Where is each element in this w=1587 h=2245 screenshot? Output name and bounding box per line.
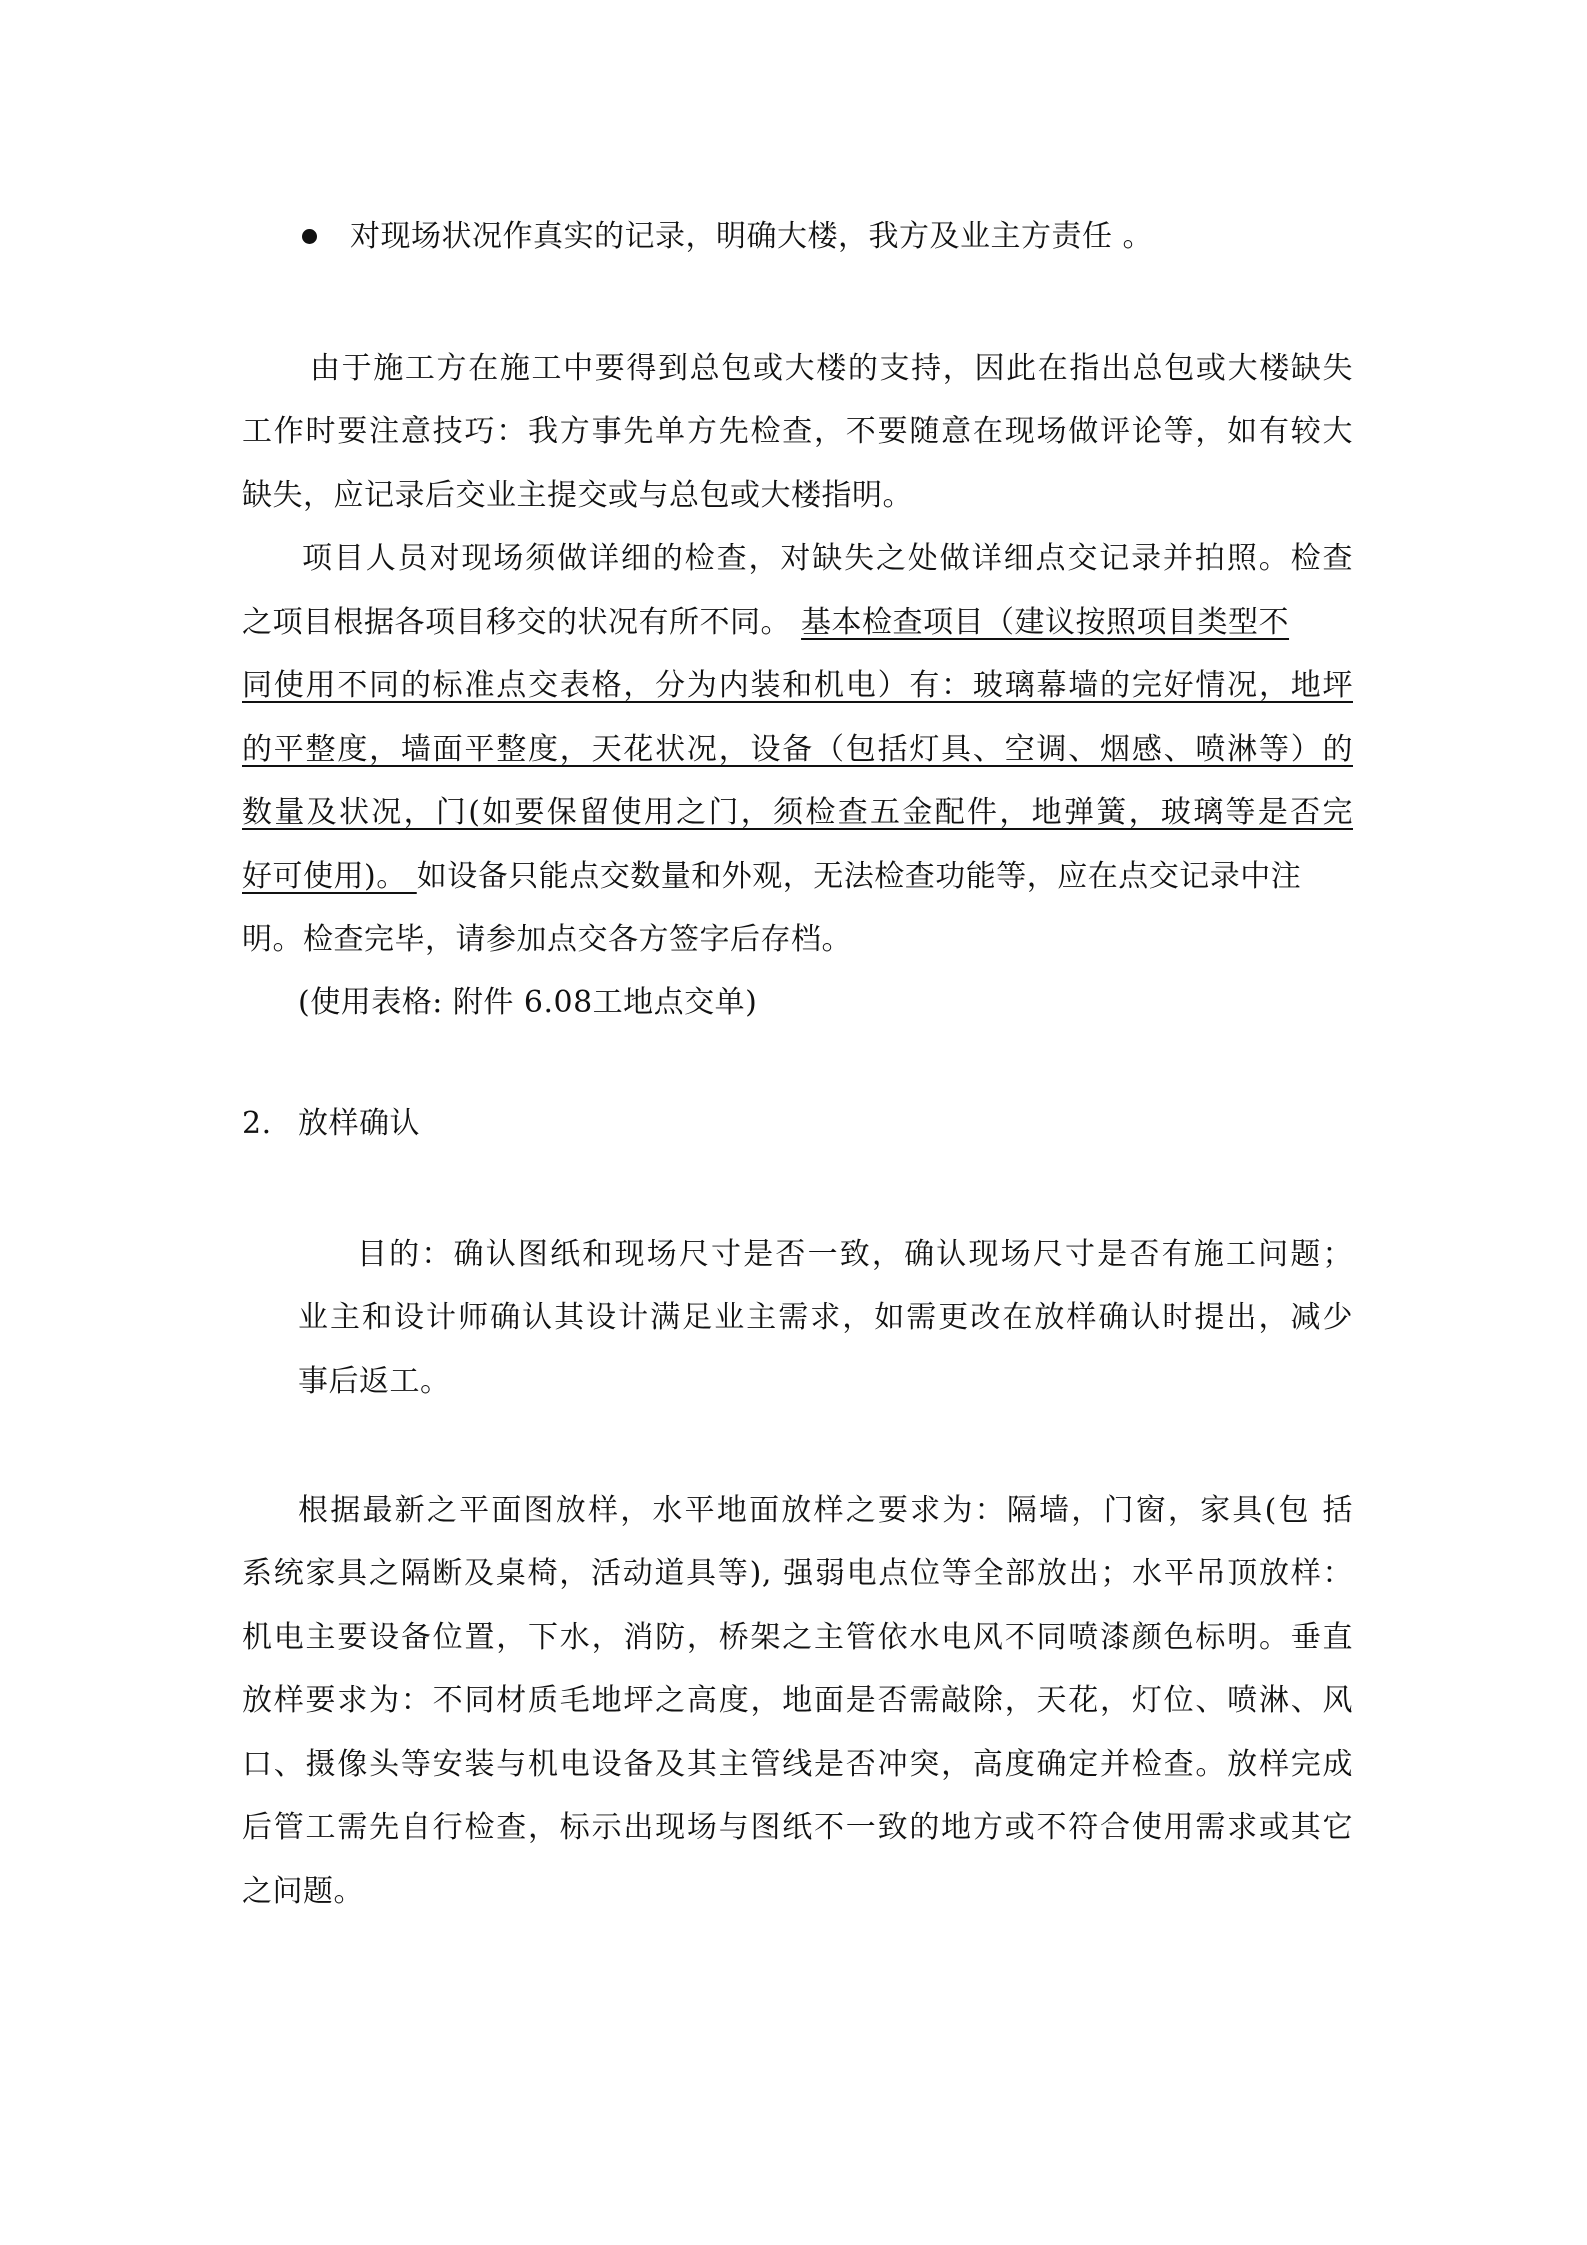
para2-line5: 数量及状况，门(如要保留使用之门，须检查五金配件，地弹簧，玻璃等是否完 (242, 795, 1353, 830)
para2-line2-plain: 之项目根据各项目移交的状况有所不同。 (242, 605, 802, 640)
para4-line1: 根据最新之平面图放样，水平地面放样之要求为：隔墙，门窗，家具(包 括 (298, 1493, 1353, 1528)
para2-line8: (使用表格: 附件 6.08工地点交单) (298, 985, 758, 1020)
para3-line2: 业主和设计师确认其设计满足业主需求，如需更改在放样确认时提出，减少 (298, 1300, 1353, 1335)
para4-line7: 之问题。 (242, 1874, 364, 1909)
para3-line3: 事后返工。 (298, 1364, 451, 1399)
para2-line2-underlined: 基本检查项目（建议按照项目类型不 (801, 605, 1290, 640)
section-number: 2. (242, 1106, 272, 1141)
section-title: 放样确认 (298, 1106, 420, 1141)
para2-line6 (242, 857, 1353, 897)
para2-line6-underlined: 好可使用)。 (242, 859, 417, 894)
para1-line2: 工作时要注意技巧：我方事先单方先检查，不要随意在现场做评论等，如有较大 (242, 414, 1353, 449)
para1-line1: 由于施工方在施工中要得到总包或大楼的支持，因此在指出总包或大楼缺失 (310, 351, 1353, 386)
bullet-icon (302, 229, 317, 244)
para4-line6: 后管工需先自行检查，标示出现场与图纸不一致的地方或不符合使用需求或其它 (242, 1810, 1353, 1845)
para1-line3: 缺失，应记录后交业主提交或与总包或大楼指明。 (242, 478, 913, 513)
para4-line4: 放样要求为：不同材质毛地坪之高度，地面是否需敲除，天花，灯位、喷淋、风 (242, 1683, 1353, 1718)
para4-line3: 机电主要设备位置，下水，消防，桥架之主管依水电风不同喷漆颜色标明。垂直 (242, 1620, 1353, 1655)
para2-line4: 的平整度，墙面平整度，天花状况，设备（包括灯具、空调、烟感、喷淋等）的 (242, 732, 1353, 767)
para2-line3: 同使用不同的标准点交表格，分为内装和机电）有：玻璃幕墙的完好情况，地坪 (242, 668, 1353, 703)
para3-line1: 目的：确认图纸和现场尺寸是否一致，确认现场尺寸是否有施工问题； (357, 1237, 1353, 1272)
para2-line6-plain: 如设备只能点交数量和外观，无法检查功能等，应在点交记录中注 (416, 859, 1302, 894)
para2-line2 (242, 603, 1353, 643)
para2-line1: 项目人员对现场须做详细的检查，对缺失之处做详细点交记录并拍照。检查 (302, 541, 1353, 576)
para4-line2: 系统家具之隔断及桌椅，活动道具等), 强弱电点位等全部放出；水平吊顶放样： (242, 1556, 1353, 1591)
para2-line7: 明。检查完毕，请参加点交各方签字后存档。 (242, 922, 852, 957)
para4-line5: 口、摄像头等安装与机电设备及其主管线是否冲突，高度确定并检查。放样完成 (242, 1747, 1353, 1782)
bullet-text: 对现场状况作真实的记录，明确大楼，我方及业主方责任 。 (350, 219, 1154, 254)
